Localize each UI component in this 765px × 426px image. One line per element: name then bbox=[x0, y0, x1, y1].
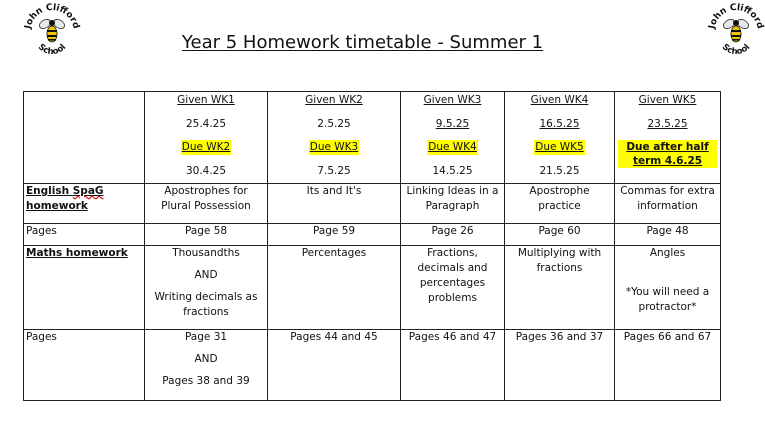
english-topic-wk4: Apostrophe practice bbox=[505, 184, 615, 224]
maths-label-cell bbox=[24, 246, 145, 330]
english-pages-wk3: Page 26 bbox=[401, 224, 505, 246]
given-date: 2.5.25 bbox=[317, 118, 351, 130]
logo-top-text: John Clifford bbox=[707, 2, 765, 30]
english-label-cell bbox=[24, 184, 145, 224]
week-5-cell bbox=[615, 92, 721, 184]
week-2-cell bbox=[268, 92, 401, 184]
homework-timetable bbox=[23, 91, 721, 401]
maths-pages-wk2: Pages 44 and 45 bbox=[268, 330, 401, 401]
english-label-a: English bbox=[26, 185, 70, 197]
given-date: 16.5.25 bbox=[539, 118, 580, 130]
maths-pages-wk4: Pages 36 and 37 bbox=[505, 330, 615, 401]
maths-topic-wk4: Multiplying with fractions bbox=[505, 246, 615, 330]
corner-cell bbox=[24, 92, 145, 184]
due-date: 30.4.25 bbox=[185, 165, 227, 177]
english-topic-wk2: Its and It's bbox=[268, 184, 401, 224]
due-label: Due after half term 4.6.25 bbox=[618, 140, 717, 168]
given-label: Given WK1 bbox=[177, 94, 235, 106]
table-row-english bbox=[24, 184, 721, 224]
maths-pages-wk1-and: AND bbox=[194, 353, 218, 365]
maths-label: Maths homework bbox=[26, 247, 128, 259]
english-pages-wk5: Page 48 bbox=[615, 224, 721, 246]
logo-top-text: John Clifford bbox=[23, 2, 81, 30]
maths-pages-wk1-a: Page 31 bbox=[184, 331, 228, 343]
maths-pages-wk3: Pages 46 and 47 bbox=[401, 330, 505, 401]
logo-bottom-text: School bbox=[719, 42, 753, 58]
english-pages-wk2: Page 59 bbox=[268, 224, 401, 246]
maths-topic-wk3: Fractions, decimals and percentages problems bbox=[401, 246, 505, 330]
maths-pages-wk5: Pages 66 and 67 bbox=[615, 330, 721, 401]
given-date: 23.5.25 bbox=[647, 118, 688, 130]
week-3-cell bbox=[401, 92, 505, 184]
english-topic-wk5: Commas for extra information bbox=[615, 184, 721, 224]
due-label: Due WK2 bbox=[181, 141, 231, 153]
logo-bottom-text: School bbox=[35, 42, 69, 58]
given-label: Given WK2 bbox=[305, 94, 363, 106]
english-topic-wk3: Linking Ideas in a Paragraph bbox=[401, 184, 505, 224]
given-label: Given WK4 bbox=[530, 94, 589, 106]
english-label-c: homework bbox=[26, 200, 88, 212]
given-date: 9.5.25 bbox=[435, 118, 470, 130]
page-title bbox=[0, 32, 765, 53]
maths-topic-wk5 bbox=[615, 246, 721, 330]
table-row-maths-pages bbox=[24, 330, 721, 401]
english-topic-wk1: Apostrophes for Plural Possession bbox=[145, 184, 268, 224]
due-date: 14.5.25 bbox=[432, 165, 473, 177]
pages-label: Pages bbox=[24, 330, 145, 401]
maths-topic-wk5-a: Angles bbox=[649, 247, 686, 259]
maths-topic-wk5-b: *You will need a protractor* bbox=[625, 286, 710, 313]
week-1-cell bbox=[145, 92, 268, 184]
maths-topic-wk1-a: Thousandths bbox=[172, 247, 240, 259]
maths-topic-wk1-and: AND bbox=[194, 269, 218, 281]
maths-topic-wk1 bbox=[145, 246, 268, 330]
due-date: 7.5.25 bbox=[317, 165, 351, 177]
table-row-header bbox=[24, 92, 721, 184]
maths-pages-wk1 bbox=[145, 330, 268, 401]
english-pages-wk4: Page 60 bbox=[505, 224, 615, 246]
due-label: Due WK5 bbox=[535, 141, 584, 153]
given-label: Given WK5 bbox=[638, 94, 697, 106]
maths-pages-wk1-b: Pages 38 and 39 bbox=[162, 375, 250, 387]
given-label: Given WK3 bbox=[423, 94, 482, 106]
due-date: 21.5.25 bbox=[539, 165, 580, 177]
table-row-english-pages bbox=[24, 224, 721, 246]
week-4-cell bbox=[505, 92, 615, 184]
page-title-text: Year 5 Homework timetable - Summer 1 bbox=[181, 32, 544, 53]
pages-label: Pages bbox=[24, 224, 145, 246]
due-label: Due WK3 bbox=[309, 141, 359, 153]
table-row-maths bbox=[24, 246, 721, 330]
english-label-b: SpaG bbox=[72, 185, 104, 197]
due-label: Due WK4 bbox=[428, 141, 477, 153]
english-pages-wk1: Page 58 bbox=[145, 224, 268, 246]
given-date: 25.4.25 bbox=[185, 118, 227, 130]
maths-topic-wk2: Percentages bbox=[268, 246, 401, 330]
maths-topic-wk1-b: Writing decimals as fractions bbox=[154, 291, 258, 318]
